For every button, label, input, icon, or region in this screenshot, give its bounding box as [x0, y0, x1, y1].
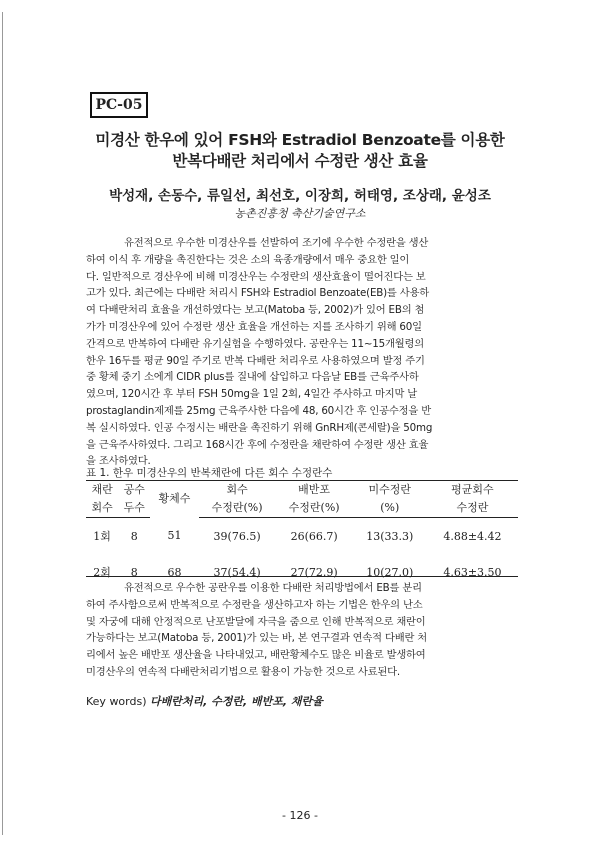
header-cell: 평균회수: [451, 483, 494, 496]
header-cell: 미수정란: [368, 483, 412, 496]
paragraph-line: 을 근육주사하였다. 그리고 168시간 후에 수정란을 채란하여 수정란 생산 효율: [86, 438, 429, 451]
table-bottom-rule: [86, 576, 518, 577]
paragraph-line: 미경산우의 연속적 다배란처리기법으로 활용이 가능한 것으로 사료된다.: [86, 665, 400, 678]
table-caption: 표 1. 한우 미경산우의 반복채란에 다른 회수 수정란수: [86, 467, 333, 479]
conclusion-paragraph: [86, 580, 518, 681]
table-cell: 37(54.4): [213, 565, 261, 579]
table-cell: 13(33.3): [366, 529, 414, 543]
header-cell: 공수: [123, 483, 145, 496]
table-cell: 1회: [93, 530, 111, 543]
table-cell: 26(66.7): [290, 529, 338, 543]
introduction-paragraph: [86, 235, 518, 470]
title-line-2: 반복다배란 처리에서 수정란 생산 효율: [172, 152, 428, 170]
header-cell: 회수: [226, 483, 248, 496]
table-cell: 8: [130, 565, 138, 579]
title-line-1: 미경산 한우에 있어 FSH와 Estradiol Benzoate를 이용한: [95, 131, 505, 149]
table-cell: 51: [167, 529, 182, 543]
table-cell: 8: [130, 529, 138, 543]
paragraph-line: 가능하다는 보고(Matoba 등, 2001)가 있는 바, 본 연구결과 연속적 다배란 처: [86, 632, 428, 645]
page-edge-line: [2, 12, 3, 835]
table-cell: 39(76.5): [213, 529, 261, 543]
paragraph-line: 고가 있다. 최근에는 다배란 처리시 FSH와 Estradiol Benzoate(EB)를 사용하: [86, 287, 429, 300]
table-row: [86, 518, 518, 555]
paragraph-line: 중 황체 중기 소에게 CIDR plus를 질내에 삽입하고 다음날 EB를 근육주사하: [86, 371, 419, 384]
paragraph-line: 다. 일반적으로 경산우에 비해 미경산우는 수정란의 생산효율이 떨어진다는 보: [86, 270, 426, 283]
paragraph-line: prostaglandin제제를 25mg 근육주사한 다음에 48, 60시간 후 인공수정을 반: [86, 404, 431, 417]
paragraph-line: 간격으로 반복하여 다배란 유기실험을 수행하였다. 공란우는 11~15개월령의: [86, 337, 424, 350]
paragraph-line: 을 조사하였다.: [86, 455, 151, 468]
keywords-label: Key words): [86, 695, 147, 708]
table-cell: 2회: [93, 566, 111, 579]
table-cell: 4.63±3.50: [443, 565, 502, 579]
paragraph-line: 복 실시하였다. 인공 수정시는 배란을 촉진하기 위해 GnRH제(콘세랄)을 50mg: [86, 421, 433, 434]
header-cell: 채란: [91, 483, 113, 496]
paragraph-line: 유전적으로 우수한 미경산우를 선발하여 조기에 우수한 수정란을 생산: [124, 237, 429, 249]
paragraph-line: 하여 이식 후 개량을 촉진한다는 것은 소의 육종개량에서 매우 중요한 일이: [86, 253, 410, 266]
abstract-code-box: PC-05: [90, 92, 148, 118]
paragraph-line: 한우 16두를 평균 90일 주기로 반복 다배란 처리우로 사용하였으며 발정 주기: [86, 354, 425, 367]
table-header-row: [86, 481, 518, 499]
keywords-list: 다배란처리, 수정란, 배반포, 채란율: [150, 695, 323, 708]
table-cell: 10(27.0): [366, 565, 414, 579]
paragraph-line: 하여 주사함으로써 반복적으로 수정란을 생산하고자 하는 기법은 한우의 난소: [86, 598, 423, 611]
header-cell: (%): [353, 499, 427, 518]
table-cell: 4.88±4.42: [443, 529, 502, 543]
header-cell: 배반포: [298, 483, 331, 496]
paragraph-line: 여 다배란처리 효율을 개선하였다는 보고(Matoba 등, 2002)가 있어 EB의 첨: [86, 304, 425, 317]
paragraph-line: 였으며, 120시간 후 부터 FSH 50mg을 1일 2회, 4일간 주사하고 마지막 날: [86, 388, 418, 401]
header-cell: 두수: [118, 499, 150, 518]
keywords-line: [86, 693, 323, 709]
header-cell: 황체수: [158, 492, 191, 506]
results-table: [86, 481, 518, 590]
table-cell: 68: [167, 565, 182, 579]
table-cell: 27(72.9): [290, 565, 338, 579]
header-cell: 수정란: [427, 499, 518, 518]
affiliation: 농촌진흥청 축산기술연구소: [234, 207, 366, 220]
paragraph-line: 가가 미경산우에 있어 수정란 생산 효율을 개선하는 지를 조사하기 위해 60일: [86, 320, 422, 333]
paragraph-line: 유전적으로 우수한 공란우를 이용한 다배란 처리방법에서 EB를 분리: [124, 582, 422, 594]
author-list: 박성재, 손동수, 류일선, 최선호, 이장희, 허태영, 조상래, 윤성조: [109, 188, 491, 204]
header-cell: 회수: [86, 499, 118, 518]
paragraph-line: 및 자궁에 대해 안정적으로 난포발달에 자극을 줌으로 인해 반복적으로 채란이: [86, 615, 426, 628]
header-cell: 수정란(%): [199, 499, 276, 518]
page-number: - 126 -: [282, 809, 318, 822]
header-cell: 수정란(%): [276, 499, 353, 518]
paragraph-line: 리에서 높은 배반포 생산율을 나타내었고, 배란황체수도 많은 비율로 발생하여: [86, 649, 426, 662]
